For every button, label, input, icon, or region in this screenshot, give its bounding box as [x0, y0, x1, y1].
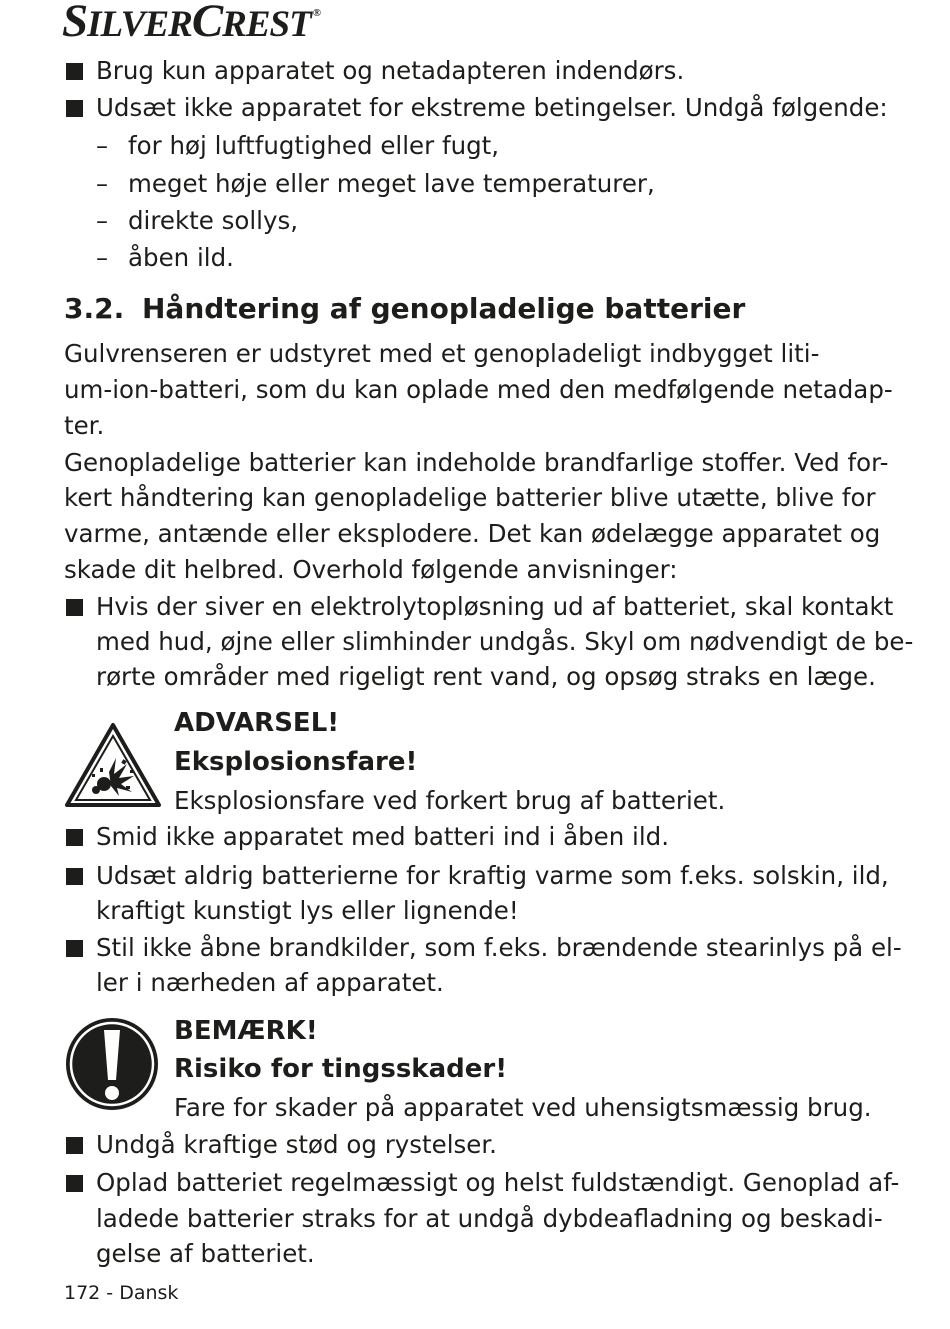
warning-title: Eksplosionsfare!	[174, 747, 418, 777]
explosion-warning-icon	[64, 722, 162, 808]
section-heading	[64, 292, 745, 326]
bullet-square	[66, 940, 83, 957]
warning-text: Eksplosionsfare ved forkert brug af batteriet.	[174, 786, 726, 815]
bullet-square	[66, 1175, 83, 1192]
bullet-no-flames-line: Stil ikke åbne brandkilder, som f.eks. brændende stearinlys på el-	[96, 933, 902, 962]
bullet-no-heat-line: Udsæt aldrig batterierne for kraftig varme som f.eks. solskin, ild,	[96, 861, 889, 890]
paragraph-line: kert håndtering kan genopladelige batterier blive utætte, blive for	[64, 483, 876, 512]
dash-item-temperature: meget høje eller meget lave temperaturer,	[128, 169, 655, 198]
bullet-avoid-shocks: Undgå kraftige stød og rystelser.	[96, 1130, 497, 1159]
paragraph-line: um-ion-batteri, som du kan oplade med den medfølgende netadap-	[64, 375, 893, 404]
dash-marker: –	[96, 207, 108, 235]
bullet-no-fire: Smid ikke apparatet med batteri ind i åben ild.	[96, 822, 669, 851]
bullet-charge-line: ladede batterier straks for at undgå dybdeafladning og beskadi-	[96, 1204, 883, 1233]
bullet-electrolyte-line: Hvis der siver en elektrolytopløsning ud af batteriet, skal kontakt	[96, 592, 894, 621]
notice-title: Risiko for tingsskader!	[174, 1054, 508, 1084]
bullet-charge-line: Oplad batteriet regelmæssigt og helst fuldstændigt. Genoplad af-	[96, 1168, 900, 1197]
bullet-electrolyte-line: med hud, øjne eller slimhinder undgås. Skyl om nødvendigt de be-	[96, 627, 914, 656]
page-footer: 172 - Dansk	[64, 1282, 179, 1304]
dash-item-sunlight: direkte sollys,	[128, 206, 299, 235]
registered-mark: ®	[312, 7, 320, 19]
dash-marker: –	[96, 244, 108, 272]
bullet-electrolyte-line: rørte områder med rigeligt rent vand, og opsøg straks en læge.	[96, 662, 876, 691]
bullet-extreme-conditions: Udsæt ikke apparatet for ekstreme betingelser. Undgå følgende:	[96, 93, 888, 122]
paragraph-line: skade dit helbred. Overhold følgende anvisninger:	[64, 555, 678, 584]
dash-item-humidity: for høj luftfugtighed eller fugt,	[128, 131, 500, 160]
bullet-no-heat-line: kraftigt kunstigt lys eller lignende!	[96, 896, 519, 925]
paragraph-line: Gulvrenseren er udstyret med et genopladeligt indbygget liti-	[64, 339, 820, 368]
paragraph-line: Genopladelige batterier kan indeholde brandfarlige stoffer. Ved for-	[64, 448, 889, 477]
bullet-square	[66, 1137, 83, 1154]
bullet-no-flames-line: ler i nærheden af apparatet.	[96, 968, 444, 997]
section-number: 3.2.	[64, 292, 125, 325]
bullet-square	[66, 829, 83, 846]
bullet-charge-line: gelse af batteriet.	[96, 1239, 315, 1268]
notice-text: Fare for skader på apparatet ved uhensigtsmæssig brug.	[174, 1093, 872, 1122]
bullet-square	[66, 868, 83, 885]
dash-item-open-fire: åben ild.	[128, 243, 234, 272]
paragraph-line: varme, antænde eller eksplodere. Det kan ødelægge apparatet og	[64, 519, 881, 548]
silvercrest-logo: SILVERCREST ®	[62, 0, 320, 47]
notice-label: BEMÆRK!	[174, 1016, 318, 1046]
bullet-square	[66, 100, 83, 117]
section-title: Håndtering af genopladelige batterier	[142, 292, 746, 325]
bullet-square	[66, 599, 83, 616]
bullet-indoor-use: Brug kun apparatet og netadapteren indendørs.	[96, 56, 685, 85]
exclamation-circle-icon	[64, 1016, 160, 1112]
paragraph-line: ter.	[64, 411, 105, 440]
bullet-square	[66, 63, 83, 80]
dash-marker: –	[96, 170, 108, 198]
dash-marker: –	[96, 132, 108, 160]
warning-label: ADVARSEL!	[174, 708, 340, 738]
